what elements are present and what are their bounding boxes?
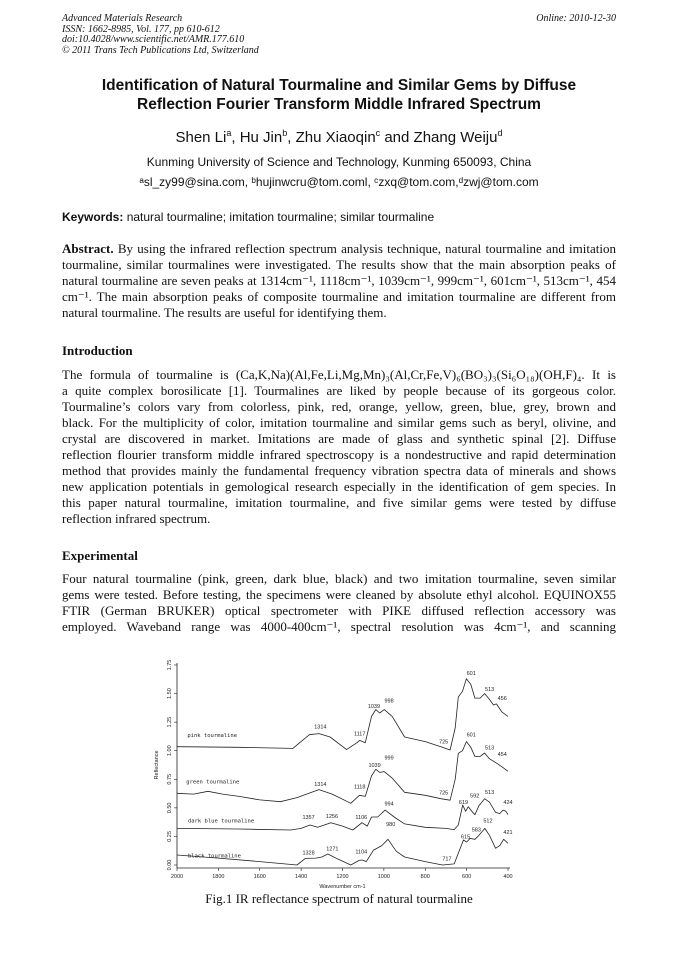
paragraph-line: method that provides mainly the fundamental frequency vibration spectra data of minerals and shows bbox=[62, 463, 616, 478]
peak-label: 1256 bbox=[325, 813, 339, 820]
title-line: Reflection Fourier Transform Middle Infrared Spectrum bbox=[137, 95, 541, 113]
experimental-paragraph bbox=[62, 571, 616, 635]
peak-label: 725 bbox=[439, 739, 449, 746]
paragraph-line: The formula of tourmaline is (Ca,K,Na)(Al,Fe,Li,Mg,Mn)₃(Al,Cr,Fe,V)₆(BO₃)₃(Si₆O₁₈)(OH,F)₄. It is bbox=[62, 367, 616, 382]
peak-label: 999 bbox=[384, 755, 394, 762]
y-axis-label: Reflectance bbox=[154, 750, 160, 780]
series-line-pink-tourmaline bbox=[177, 679, 508, 750]
peak-label: 1314 bbox=[314, 724, 327, 731]
paragraph-line: Four natural tourmaline (pink, green, dark blue, black) and two imitation tourmaline, seven similar bbox=[62, 571, 616, 586]
peak-label: 601 bbox=[466, 732, 476, 739]
peak-label: 1104 bbox=[355, 849, 368, 856]
paragraph-line: reflection flourier transform middle infrared spectroscopy is a nondestructive and rapid determination bbox=[62, 447, 616, 462]
x-tick-label: 600 bbox=[462, 874, 472, 880]
peak-label: 619 bbox=[458, 800, 469, 807]
peak-label: 513 bbox=[484, 745, 495, 752]
peak-label: 592 bbox=[470, 793, 480, 800]
paragraph-line: reflection infrared spectrum. bbox=[62, 511, 211, 526]
author-affiliation-mark: a bbox=[226, 128, 232, 138]
abstract-text: By using the infrared reflection spectrum analysis technique, natural tourmaline and imitation bbox=[113, 241, 616, 256]
paragraph-line: black. For the multiplicity of color, imitation tourmaline and similar gems such as beryl, olivine, and bbox=[62, 415, 616, 430]
journal-header bbox=[62, 14, 259, 56]
peak-label: 454 bbox=[497, 752, 507, 759]
author-name: Zhang Weiju bbox=[413, 129, 498, 146]
section-heading-experimental: Experimental bbox=[62, 548, 138, 563]
x-tick-label: 1000 bbox=[377, 874, 390, 880]
keywords-label: Keywords: bbox=[62, 210, 124, 224]
keywords-text: natural tourmaline; imitation tourmaline; similar tourmaline bbox=[123, 210, 435, 224]
section-heading-introduction: Introduction bbox=[62, 343, 133, 358]
abstract-line: natural tourmaline are seven peaks at 1314cm⁻¹, 1118cm⁻¹, 1039cm⁻¹, 999cm⁻¹, 601cm⁻¹, 513cm⁻¹, 454 bbox=[62, 273, 616, 288]
author-name: Hu Jin bbox=[239, 129, 283, 146]
peak-label: 601 bbox=[466, 671, 476, 677]
series-label: pink tourmaline bbox=[187, 733, 238, 739]
series-label: green tourmaline bbox=[186, 779, 240, 786]
abstract-line: natural tourmaline. The results are useful for identifying them. bbox=[62, 305, 387, 320]
x-axis-label: Wavenumber cm-1 bbox=[319, 884, 366, 890]
y-tick-label: 1.00 bbox=[167, 745, 173, 757]
x-tick-label: 2000 bbox=[170, 874, 184, 880]
peak-label: 615 bbox=[460, 834, 471, 841]
peak-label: 512 bbox=[483, 818, 493, 825]
author-affiliation-mark: d bbox=[497, 128, 503, 138]
peak-label: 994 bbox=[384, 801, 394, 808]
peak-label: 717 bbox=[442, 856, 452, 863]
peak-label: 1106 bbox=[355, 815, 368, 821]
series-label: dark blue tourmaline bbox=[187, 818, 255, 825]
issn: ISSN: 1662-8985, Vol. 177, pp 610-612 bbox=[62, 23, 220, 35]
title-line: Identification of Natural Tourmaline and Similar Gems by Diffuse bbox=[101, 77, 577, 94]
emails: ᵃsl_zy99@sina.com, ᵇhujinwcru@tom.coml, ᶜzxq@tom.com,ᵈzwj@tom.com bbox=[139, 175, 539, 189]
author-separator: , bbox=[287, 129, 296, 146]
y-tick-label: 0.25 bbox=[167, 831, 173, 842]
author-name: Shen Li bbox=[175, 129, 227, 146]
peak-label: 1314 bbox=[314, 781, 327, 788]
copyright: © 2011 Trans Tech Publications Ltd, Switzerland bbox=[62, 44, 259, 56]
peak-label: 1328 bbox=[302, 850, 315, 857]
series-label: black tourmaline bbox=[187, 853, 241, 860]
paragraph-line: FTIR (German BRUKER) optical spectrometer with PIKE diffused reflection accessory was bbox=[62, 603, 616, 618]
y-tick-label: 1.75 bbox=[167, 659, 173, 671]
peak-label: 424 bbox=[503, 800, 513, 807]
peak-label: 513 bbox=[484, 687, 495, 693]
paragraph-line: gems were tested. Before testing, the specimens were cleaned by absolute ethyl alcohol. EQUINOX55 bbox=[62, 587, 616, 602]
paragraph-line: a quite complex borosilicate [1]. Tourmalines are liked by people because of its gorgeous color. bbox=[62, 383, 616, 398]
x-tick-label: 1200 bbox=[336, 874, 349, 880]
peak-label: 980 bbox=[386, 821, 396, 828]
peak-label: 998 bbox=[384, 698, 394, 705]
peak-label: 1117 bbox=[353, 731, 366, 738]
doi: doi:10.4028/www.scientific.net/AMR.177.610 bbox=[62, 34, 245, 46]
peak-label: 421 bbox=[503, 829, 513, 836]
y-tick-label: 1.50 bbox=[167, 688, 173, 699]
peak-label: 1118 bbox=[353, 784, 366, 791]
author-affiliation-mark: b bbox=[282, 128, 288, 138]
abstract bbox=[62, 241, 616, 321]
paragraph-line: crystal are discovered in market. Imitations are made of glass and synthetic spinal [2]. Diffuse bbox=[62, 431, 616, 446]
peak-label: 1039 bbox=[368, 763, 381, 769]
x-tick-label: 800 bbox=[420, 874, 430, 880]
author-name: Zhu Xiaoqin bbox=[295, 129, 376, 146]
x-tick-label: 1800 bbox=[212, 874, 225, 880]
keywords bbox=[62, 210, 434, 224]
author-separator: and bbox=[380, 129, 414, 146]
author-affiliation-mark: c bbox=[375, 128, 381, 138]
abstract-label: Abstract. bbox=[62, 241, 114, 256]
author-list bbox=[40, 128, 638, 146]
paragraph-line: Tourmaline’s colors vary from colorless, pink, red, orange, yellow, green, blue, grey, brown and bbox=[62, 399, 616, 414]
paragraph-line: new application potentials in gemological research especially in the identification of gem species. In bbox=[62, 479, 616, 494]
y-tick-label: 0.50 bbox=[167, 802, 173, 814]
paragraph-line: employed. Waveband range was 4000-400cm⁻¹, spectral resolution was 4cm⁻¹, and scanning bbox=[62, 619, 616, 634]
online-date: Online: 2010-12-30 bbox=[536, 13, 616, 24]
abstract-line: tourmaline, similar tourmalines were investigated. The results show that the main absorption peaks of bbox=[62, 257, 616, 272]
abstract-line bbox=[62, 241, 616, 257]
peak-label: 583 bbox=[471, 827, 481, 834]
x-tick-label: 1400 bbox=[295, 874, 308, 880]
y-tick-label: 0.75 bbox=[167, 773, 173, 785]
abstract-line: cm⁻¹. The main absorption peaks of composite tourmaline and imitation tourmaline are different from bbox=[62, 289, 616, 304]
y-tick-label: 1.25 bbox=[167, 716, 173, 728]
author-separator: , bbox=[231, 129, 240, 146]
journal-name: Advanced Materials Research bbox=[62, 13, 183, 24]
y-tick-label: 0.00 bbox=[167, 859, 173, 871]
peak-label: 1039 bbox=[367, 704, 381, 711]
peak-label: 1271 bbox=[326, 846, 339, 853]
affiliation: Kunming University of Science and Technology, Kunming 650093, China bbox=[146, 155, 532, 169]
peak-label: 1357 bbox=[302, 815, 315, 821]
paper-title bbox=[40, 77, 638, 114]
peak-label: 456 bbox=[497, 696, 507, 703]
peak-label: 513 bbox=[484, 789, 495, 796]
x-tick-label: 1600 bbox=[253, 874, 266, 880]
ir-spectrum-chart bbox=[150, 640, 530, 895]
peak-label: 725 bbox=[439, 790, 449, 797]
x-tick-label: 400 bbox=[503, 874, 513, 880]
paragraph-line: this paper natural tourmaline, imitation tourmaline, and five similar gems were tested by diffuse bbox=[62, 495, 616, 510]
introduction-paragraph bbox=[62, 367, 616, 527]
figure-caption: Fig.1 IR reflectance spectrum of natural tourmaline bbox=[205, 891, 473, 906]
